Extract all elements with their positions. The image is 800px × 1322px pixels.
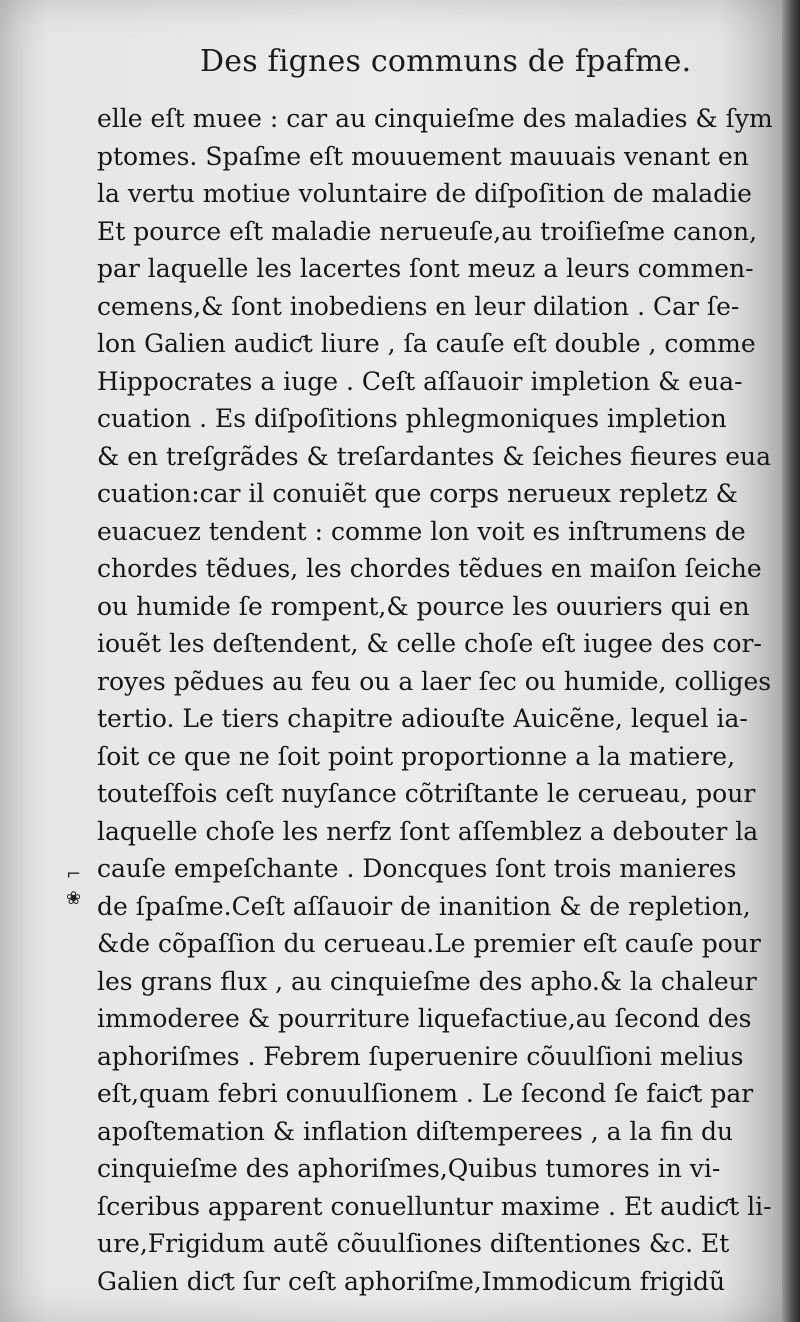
text-line: iouẽt les deſtendent, & celle choſe eſt iugee des cor- <box>97 629 762 658</box>
text-line: par laquelle les lacertes ſont meuz a leurs commen- <box>97 254 754 283</box>
text-line: elle eſt muee : car au cinquieſme des maladies & ſym <box>97 104 773 133</box>
text-line: tertio. Le tiers chapitre adiouſte Auicẽne, lequel ia- <box>97 704 748 733</box>
text-line: cauſe empeſchante . Doncques ſont trois manieres <box>97 854 737 883</box>
text-line: cinquieſme des aphoriſmes,Quibus tumores in vi- <box>97 1154 721 1183</box>
text-line: touteſfois ceſt nuyſance cõtriſtante le cerueau, pour <box>97 779 756 808</box>
running-title: Des fignes communs de fpafme. <box>200 44 692 79</box>
margin-flower-mark: ❀ <box>66 888 82 909</box>
text-line: cuation:car il conuiẽt que corps nerueux repletz & <box>97 479 738 508</box>
text-line: &de cõpaſſion du cerueau.Le premier eſt cauſe pour <box>97 929 761 958</box>
text-line: laquelle choſe les nerfz ſont aſſemblez a debouter la <box>97 816 759 846</box>
text-line: immoderee & pourriture liquefactiue,au ſecond des <box>97 1004 752 1033</box>
text-line: de ſpaſme.Ceſt aſſauoir de inanition & de repletion, <box>97 891 751 921</box>
body-text <box>97 100 773 1300</box>
text-line: royes pẽdues au feu ou a laer ſec ou humide, colliges <box>97 666 772 696</box>
text-line: Et pource eſt maladie nerueuſe,au troiſieſme canon, <box>97 216 758 246</box>
book-gutter-edge <box>782 0 800 1322</box>
text-line: apoſtemation & inflation diſtemperees , a la fin du <box>97 1116 734 1146</box>
text-line: ſceribus apparent conuelluntur maxime . Et audiƈt li- <box>97 1191 772 1221</box>
text-line: ure,Frigidum autẽ cõuulſiones diſtentiones &c. Et <box>97 1229 730 1258</box>
text-line: cuation . Es diſpoſitions phlegmoniques impletion <box>97 404 727 433</box>
text-line: & en treſgrãdes & treſardantes & ſeiches fieures eua <box>97 441 772 471</box>
text-line: ou humide ſe rompent,& pource les ouuriers qui en <box>97 591 750 621</box>
text-line: Hippocrates a iuge . Ceſt aſſauoir impletion & eua- <box>97 366 743 396</box>
text-line: aphoriſmes . Febrem ſuperuenire cõuulſioni melius <box>97 1041 744 1071</box>
margin-bracket-mark: ⌐ <box>66 864 82 885</box>
text-line: chordes tẽdues, les chordes tẽdues en maiſon ſeiche <box>97 554 762 583</box>
text-line: la vertu motiue voluntaire de diſpoſition de maladie <box>97 179 752 208</box>
text-line: euacuez tendent : comme lon voit es inſtrumens de <box>97 516 746 546</box>
text-line: lon Galien audiƈt liure , ſa cauſe eſt double , comme <box>97 329 756 358</box>
text-line: ſoit ce que ne ſoit point proportionne a la matiere, <box>97 741 736 771</box>
text-line: les grans flux , au cinquieſme des apho.& la chaleur <box>97 966 757 996</box>
text-line: Galien diƈt ſur ceſt aphoriſme,Immodicum frigidũ <box>97 1266 726 1296</box>
text-line: ptomes. Spaſme eſt mouuement mauuais venant en <box>97 141 749 171</box>
text-line: cemens,& ſont inobediens en leur dilation . Car ſe- <box>97 291 740 321</box>
text-line: eſt,quam febri conuulſionem . Le ſecond ſe faiƈt par <box>97 1079 754 1108</box>
